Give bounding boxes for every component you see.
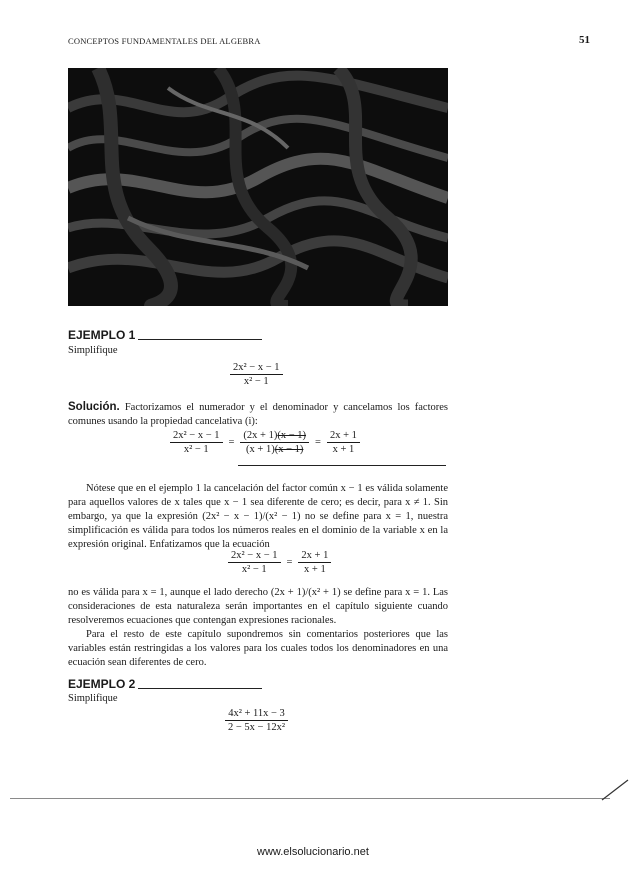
example2-heading-rule (138, 688, 262, 689)
example1-heading-rule (138, 339, 262, 340)
scan-artifact-line (10, 798, 610, 799)
example2-denominator: 2 − 5x − 12x² (228, 722, 285, 733)
equation2-rhs-numerator: 2x + 1 (298, 550, 331, 563)
example2-fraction (225, 708, 288, 733)
footer-url: www.elsolucionario.net (257, 846, 369, 858)
example2-numerator: 4x² + 11x − 3 (225, 708, 288, 721)
factor-2x-plus-1: (2x + 1) (243, 430, 278, 441)
example1-instruction: Simplifique (68, 345, 118, 356)
solution-rhs-denominator: x + 1 (332, 444, 355, 455)
solution-factored-denominator (243, 443, 306, 455)
paragraph-1: Nótese que en el ejemplo 1 la cancelación del factor común x − 1 es válida solamente para aquellos valores de x tales que x − 1 sea diferente de cero; es decir, para x ≠ 1. Sin embargo, ya que la expresión (2x² − x − 1)/(x² − 1) no se define para x = 1, nuestra simplificación es válida para todos los números reales en el dominio de la variable x en la expresión original. Enfatizamos que la ecuación (68, 483, 448, 550)
paragraph-3: Para el resto de este capítulo supondremos sin comentarios posteriores que las variables están restringidas a los valores para los cuales todos los denominadores en una ecuación sean diferentes de cero. (68, 629, 448, 668)
solution-rhs-numerator: 2x + 1 (327, 430, 360, 443)
running-header: CONCEPTOS FUNDAMENTALES DEL ALGEBRA (68, 36, 261, 46)
solution-rhs (327, 430, 360, 455)
equation2-lhs (228, 550, 281, 575)
solution-end-rule (238, 465, 446, 466)
solution-label: Solución. (68, 401, 120, 413)
solution-paragraph (68, 400, 448, 429)
scanned-dark-image (68, 68, 448, 306)
cancelled-factor-bottom: (x − 1) (274, 444, 304, 455)
cancelled-factor-top: (x − 1) (277, 430, 307, 441)
example1-numerator: 2x² − x − 1 (230, 362, 283, 375)
equation-2 (228, 550, 331, 575)
solution-lhs-numerator: 2x² − x − 1 (170, 430, 223, 443)
equation2-rhs (298, 550, 331, 575)
equation2-rhs-denominator: x + 1 (304, 564, 326, 575)
example2-instruction: Simplifique (68, 693, 118, 704)
equation2-lhs-numerator: 2x² − x − 1 (228, 550, 281, 563)
example1-expression (230, 362, 283, 387)
equation2-lhs-denominator: x² − 1 (241, 564, 267, 575)
paragraph-2: no es válida para x = 1, aunque el lado derecho (2x + 1)/(x² + 1) se define para x = 1. Las consideraciones de esta naturaleza serán importantes en el capítulo siguiente cuando resolveremos ecuaciones que contengan expresiones racionales. (68, 587, 448, 626)
factor-x-plus-1: (x + 1) (246, 444, 275, 455)
solution-lhs (170, 430, 223, 455)
solution-factored-numerator (240, 430, 309, 443)
example1-denominator: x² − 1 (243, 376, 269, 387)
equals-sign: = (286, 557, 293, 568)
solution-equation (170, 430, 360, 455)
wavy-pattern-image (68, 68, 448, 306)
example2-expression (225, 708, 288, 733)
equals-sign: = (228, 437, 235, 448)
scan-artifact-stroke (600, 778, 630, 802)
equals-sign: = (315, 437, 321, 448)
solution-text: Factorizamos el numerador y el denominador y cancelamos los factores comunes usando la propiedad cancelativa (i): (68, 402, 449, 427)
page-number: 51 (579, 34, 590, 46)
example1-fraction (230, 362, 283, 387)
solution-factored (240, 430, 309, 455)
solution-lhs-denominator: x² − 1 (183, 444, 209, 455)
example1-heading: EJEMPLO 1 (68, 328, 136, 342)
example2-heading: EJEMPLO 2 (68, 677, 136, 691)
